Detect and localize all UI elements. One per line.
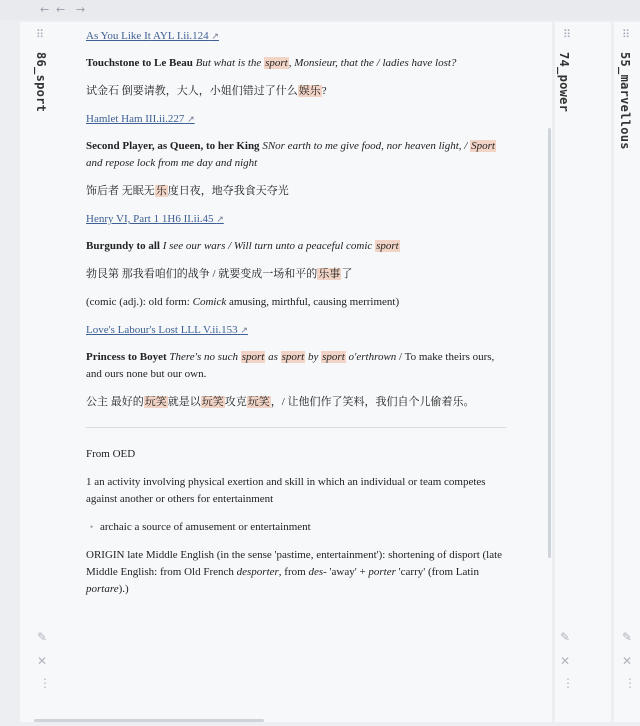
drag-handle-icon[interactable]: ⠿: [36, 28, 44, 41]
panel-title[interactable]: 74_power: [557, 52, 571, 113]
gloss-note: (comic (adj.): old form: Comick amusing, mirthful, causing merriment): [86, 296, 400, 308]
note-content: [86, 28, 506, 609]
oed-definition: 1 an activity involving physical exertion and skill in which an individual or team competes against another or others for entertainment: [86, 476, 486, 505]
translation: 试金石 倒要请教，大人，小姐们错过了什么娱乐?: [86, 85, 327, 97]
edit-icon[interactable]: ✎: [560, 630, 571, 644]
more-icon[interactable]: ⋮: [39, 676, 51, 690]
close-icon[interactable]: ✕: [622, 654, 633, 668]
back-arrow-icon[interactable]: ←: [40, 3, 50, 16]
oed-origin: ORIGIN late Middle English (in the sense 'pastime, entertainment'): shortening of disport (late Middle English: from Old French desporter, from des- 'away' + porter 'carry' (from Latin portare).): [86, 549, 503, 595]
quote: Princess to Boyet There's no such sport as sport by sport o'erthrown / To make theirs ours, and ours none but our own.: [86, 351, 495, 380]
close-icon[interactable]: ✕: [560, 654, 571, 668]
drag-handle-icon[interactable]: ⠿: [622, 28, 630, 41]
close-icon[interactable]: ✕: [37, 654, 48, 668]
citation-link[interactable]: Hamlet Ham III.ii.227 ↗: [86, 113, 195, 125]
note-panel-power: [555, 22, 611, 722]
quote: Second Player, as Queen, to her King SNor earth to me give food, nor heaven light, / Sport and repose lock from me day and night: [86, 140, 495, 169]
back-nav-icon[interactable]: ←: [56, 3, 66, 16]
quote: Touchstone to Le Beau But what is the sport, Monsieur, that the / ladies have lost?: [86, 57, 457, 69]
translation: 饰后者 无眠无乐度日夜，地夺我食天夺光: [86, 185, 289, 197]
external-link-icon[interactable]: ↗: [216, 214, 224, 224]
vertical-scrollbar[interactable]: [548, 128, 551, 558]
note-panel-marvellous: [614, 22, 640, 722]
citation-link[interactable]: As You Like It AYL I.ii.124 ↗: [86, 30, 219, 42]
forward-arrow-icon[interactable]: →: [76, 3, 86, 16]
panel-title[interactable]: 55_marvellous: [618, 52, 632, 150]
drag-handle-icon[interactable]: ⠿: [563, 28, 571, 41]
quote: Burgundy to all I see our wars / Will turn unto a peaceful comic sport: [86, 240, 399, 252]
translation: 公主 最好的玩笑就是以玩笑攻克玩笑，/ 让他们作了笑料，我们自个儿偷着乐。: [86, 396, 475, 408]
more-icon[interactable]: ⋮: [562, 676, 574, 690]
panel-title[interactable]: 86_sport: [34, 52, 48, 113]
external-link-icon[interactable]: ↗: [211, 31, 219, 41]
oed-subdefinition: • archaic a source of amusement or entertainment: [86, 519, 506, 536]
edit-icon[interactable]: ✎: [37, 630, 48, 644]
horizontal-scrollbar[interactable]: [34, 719, 264, 722]
translation: 勃艮第 那我看咱们的战争 / 就要变成一场和平的乐事了: [86, 268, 353, 280]
oed-heading: From OED: [86, 448, 136, 460]
citation-link[interactable]: Love's Labour's Lost LLL V.ii.153 ↗: [86, 324, 248, 336]
citation-link[interactable]: Henry VI, Part 1 1H6 II.ii.45 ↗: [86, 213, 224, 225]
divider: [86, 427, 506, 428]
more-icon[interactable]: ⋮: [624, 676, 636, 690]
edit-icon[interactable]: ✎: [622, 630, 633, 644]
external-link-icon[interactable]: ↗: [187, 114, 195, 124]
external-link-icon[interactable]: ↗: [240, 325, 248, 335]
title-bar: [0, 0, 640, 20]
